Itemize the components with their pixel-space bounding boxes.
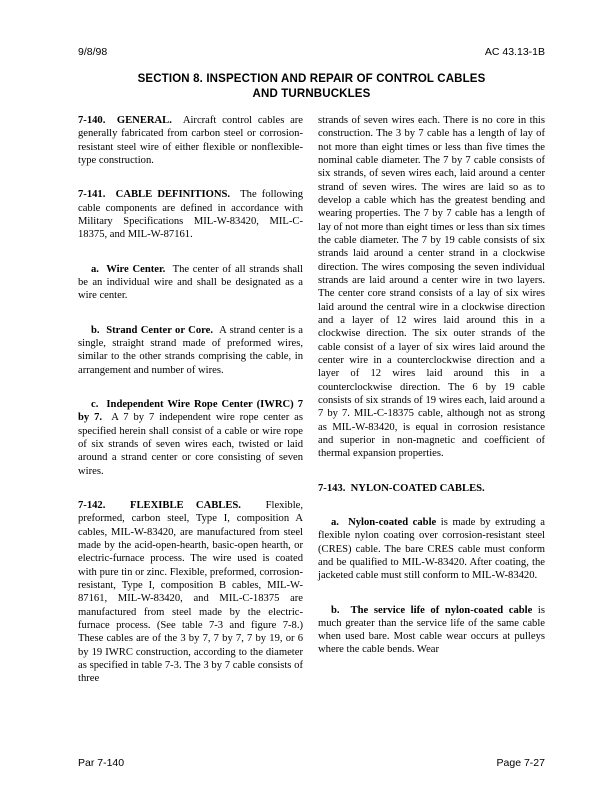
paragraph-7-142-continuation [318, 114, 545, 461]
subparagraph-a-wire-center [78, 263, 303, 303]
subparagraph-c-heading: c. Independent Wire Rope Center (IWRC) 7 by 7. [78, 398, 303, 424]
left-column [78, 114, 303, 685]
body-columns [78, 114, 545, 685]
subparagraph-a-nylon-coated [318, 516, 545, 583]
subparagraph-a-heading: a. Wire Center. [91, 263, 166, 275]
footer-par-ref: Par 7-140 [78, 757, 125, 769]
paragraph-7-141-heading: 7-141. CABLE DEFINITIONS. [78, 189, 231, 201]
subparagraph-b-service-text: is much greater than the service life of the same cable when used bare. Most cable wear occurs at pulleys where the cable bends. Wear [318, 604, 545, 656]
title-line-2: AND TURNBUCKLES [252, 88, 371, 100]
paragraph-7-141-text: The following cable components are defined in accordance with Military Specifications MIL-W-83420, MIL-C-18375, and MIL-W-87161. [78, 189, 303, 241]
header-date: 9/8/98 [78, 46, 108, 58]
paragraph-7-140-text: Aircraft control cables are generally fabricated from carbon steel or corrosion-resistant steel wire of either flexible or nonflexible-type construction. [78, 115, 303, 166]
subparagraph-a-nylon-heading: a. Nylon-coated cable [331, 516, 437, 528]
heading-7-143 [318, 482, 545, 495]
paragraph-7-140 [78, 114, 303, 167]
subparagraph-b-strand-center [78, 324, 303, 377]
paragraph-7-140-heading: 7-140. GENERAL. [78, 115, 172, 126]
section-title [78, 72, 545, 102]
page-footer [78, 757, 545, 769]
paragraph-7-142-heading: 7-142. FLEXIBLE CABLES. [78, 499, 241, 511]
subparagraph-b-heading: b. Strand Center or Core. [91, 324, 213, 336]
subparagraph-a-nylon-text: is made by extruding a flexible nylon coating over corrosion-resistant steel (CRES) cable. The bare CRES cable must conform and be qualified to MIL-W-83420. After coating, the jacketed cable must still conform to MIL-W-83420. [318, 516, 545, 582]
subparagraph-b-service-life [318, 604, 545, 657]
subparagraph-b-service-heading: b. The service life of nylon-coated cable [331, 604, 533, 616]
footer-page-number: Page 7-27 [496, 757, 545, 769]
paragraph-7-141 [78, 188, 303, 241]
paragraph-7-142 [78, 499, 303, 686]
heading-7-143-text: 7-143. NYLON-COATED CABLES. [318, 482, 485, 494]
subparagraph-c-text: A 7 by 7 independent wire rope center as specified herein shall consist of a cable or wire rope of six strands of seven wires each, twisted or laid around a strand center or core consisting of seven wires. [78, 412, 303, 477]
right-column [318, 114, 545, 685]
subparagraph-c-iwrc [78, 398, 303, 478]
page-header [78, 46, 545, 58]
title-line-1: SECTION 8. INSPECTION AND REPAIR OF CONTROL CABLES [137, 73, 486, 85]
subparagraph-a-text: The center of all strands shall be an individual wire and shall be designated as a wire center. [78, 263, 303, 302]
header-doc-number: AC 43.13-1B [484, 46, 545, 58]
subparagraph-b-text: A strand center is a single, straight strand made of preformed wires, similar to the other strands comprising the cable, in arrangement and number of wires. [78, 324, 303, 376]
paragraph-7-142-text: Flexible, preformed, carbon steel, Type I, composition A cables, MIL-W-83420, are manufactured from steel made by the acid-open-hearth, basic-open hearth, or electric-furnace process. The wire used is coated with pure tin or zinc. Flexible, preformed, corrosion-resistant, Type I, composition B cables, MIL-W-87161, MIL-W-83420, and MIL-C-18375 are manufactured from steel made by the electric-furnace process. (See table 7-3 and figure 7-8.) These cables are of the 3 by 7, 7 by 7, 7 by 19, or 6 by 19 IWRC construction, according to the diameter as specified in table 7-3. The 3 by 7 cable consists of three [78, 499, 303, 685]
paragraph-7-142-continuation-text: strands of seven wires each. There is no core in this construction. The 3 by 7 cable has a length of lay of not more than eight times or less than five times the nominal cable diameter. The 7 by 7 cable consists of six strands, of seven wires each, laid around a center strand of seven wires. The wires are laid so as to develop a cable which has the greatest bending and wearing properties. The 7 by 7 cable has a length of lay of not more than eight times or less than six times the cable diameter. The 7 by 19 cable consists of six strands laid around a center strand in a clockwise direction. The wires composing the seven individual strands are laid around a center wire in two layers. The center core strand consists of a lay of six wires laid around the central wire in a clockwise direction and a layer of 12 wires laid around this in a clockwise direction. The six outer strands of the cable consist of a layer of six wires laid around the center wire in a counterclockwise direction and a layer of 12 wires laid around this in a counterclockwise direction. The 6 by 19 cable consists of six strands of 19 wires each, laid around a 7 by 7. MIL-C-18375 cable, although not as strong as MIL-W-83420, is equal in corrosion resistance and superior in non-magnetic and coefficient of thermal expansion properties. [318, 115, 545, 460]
